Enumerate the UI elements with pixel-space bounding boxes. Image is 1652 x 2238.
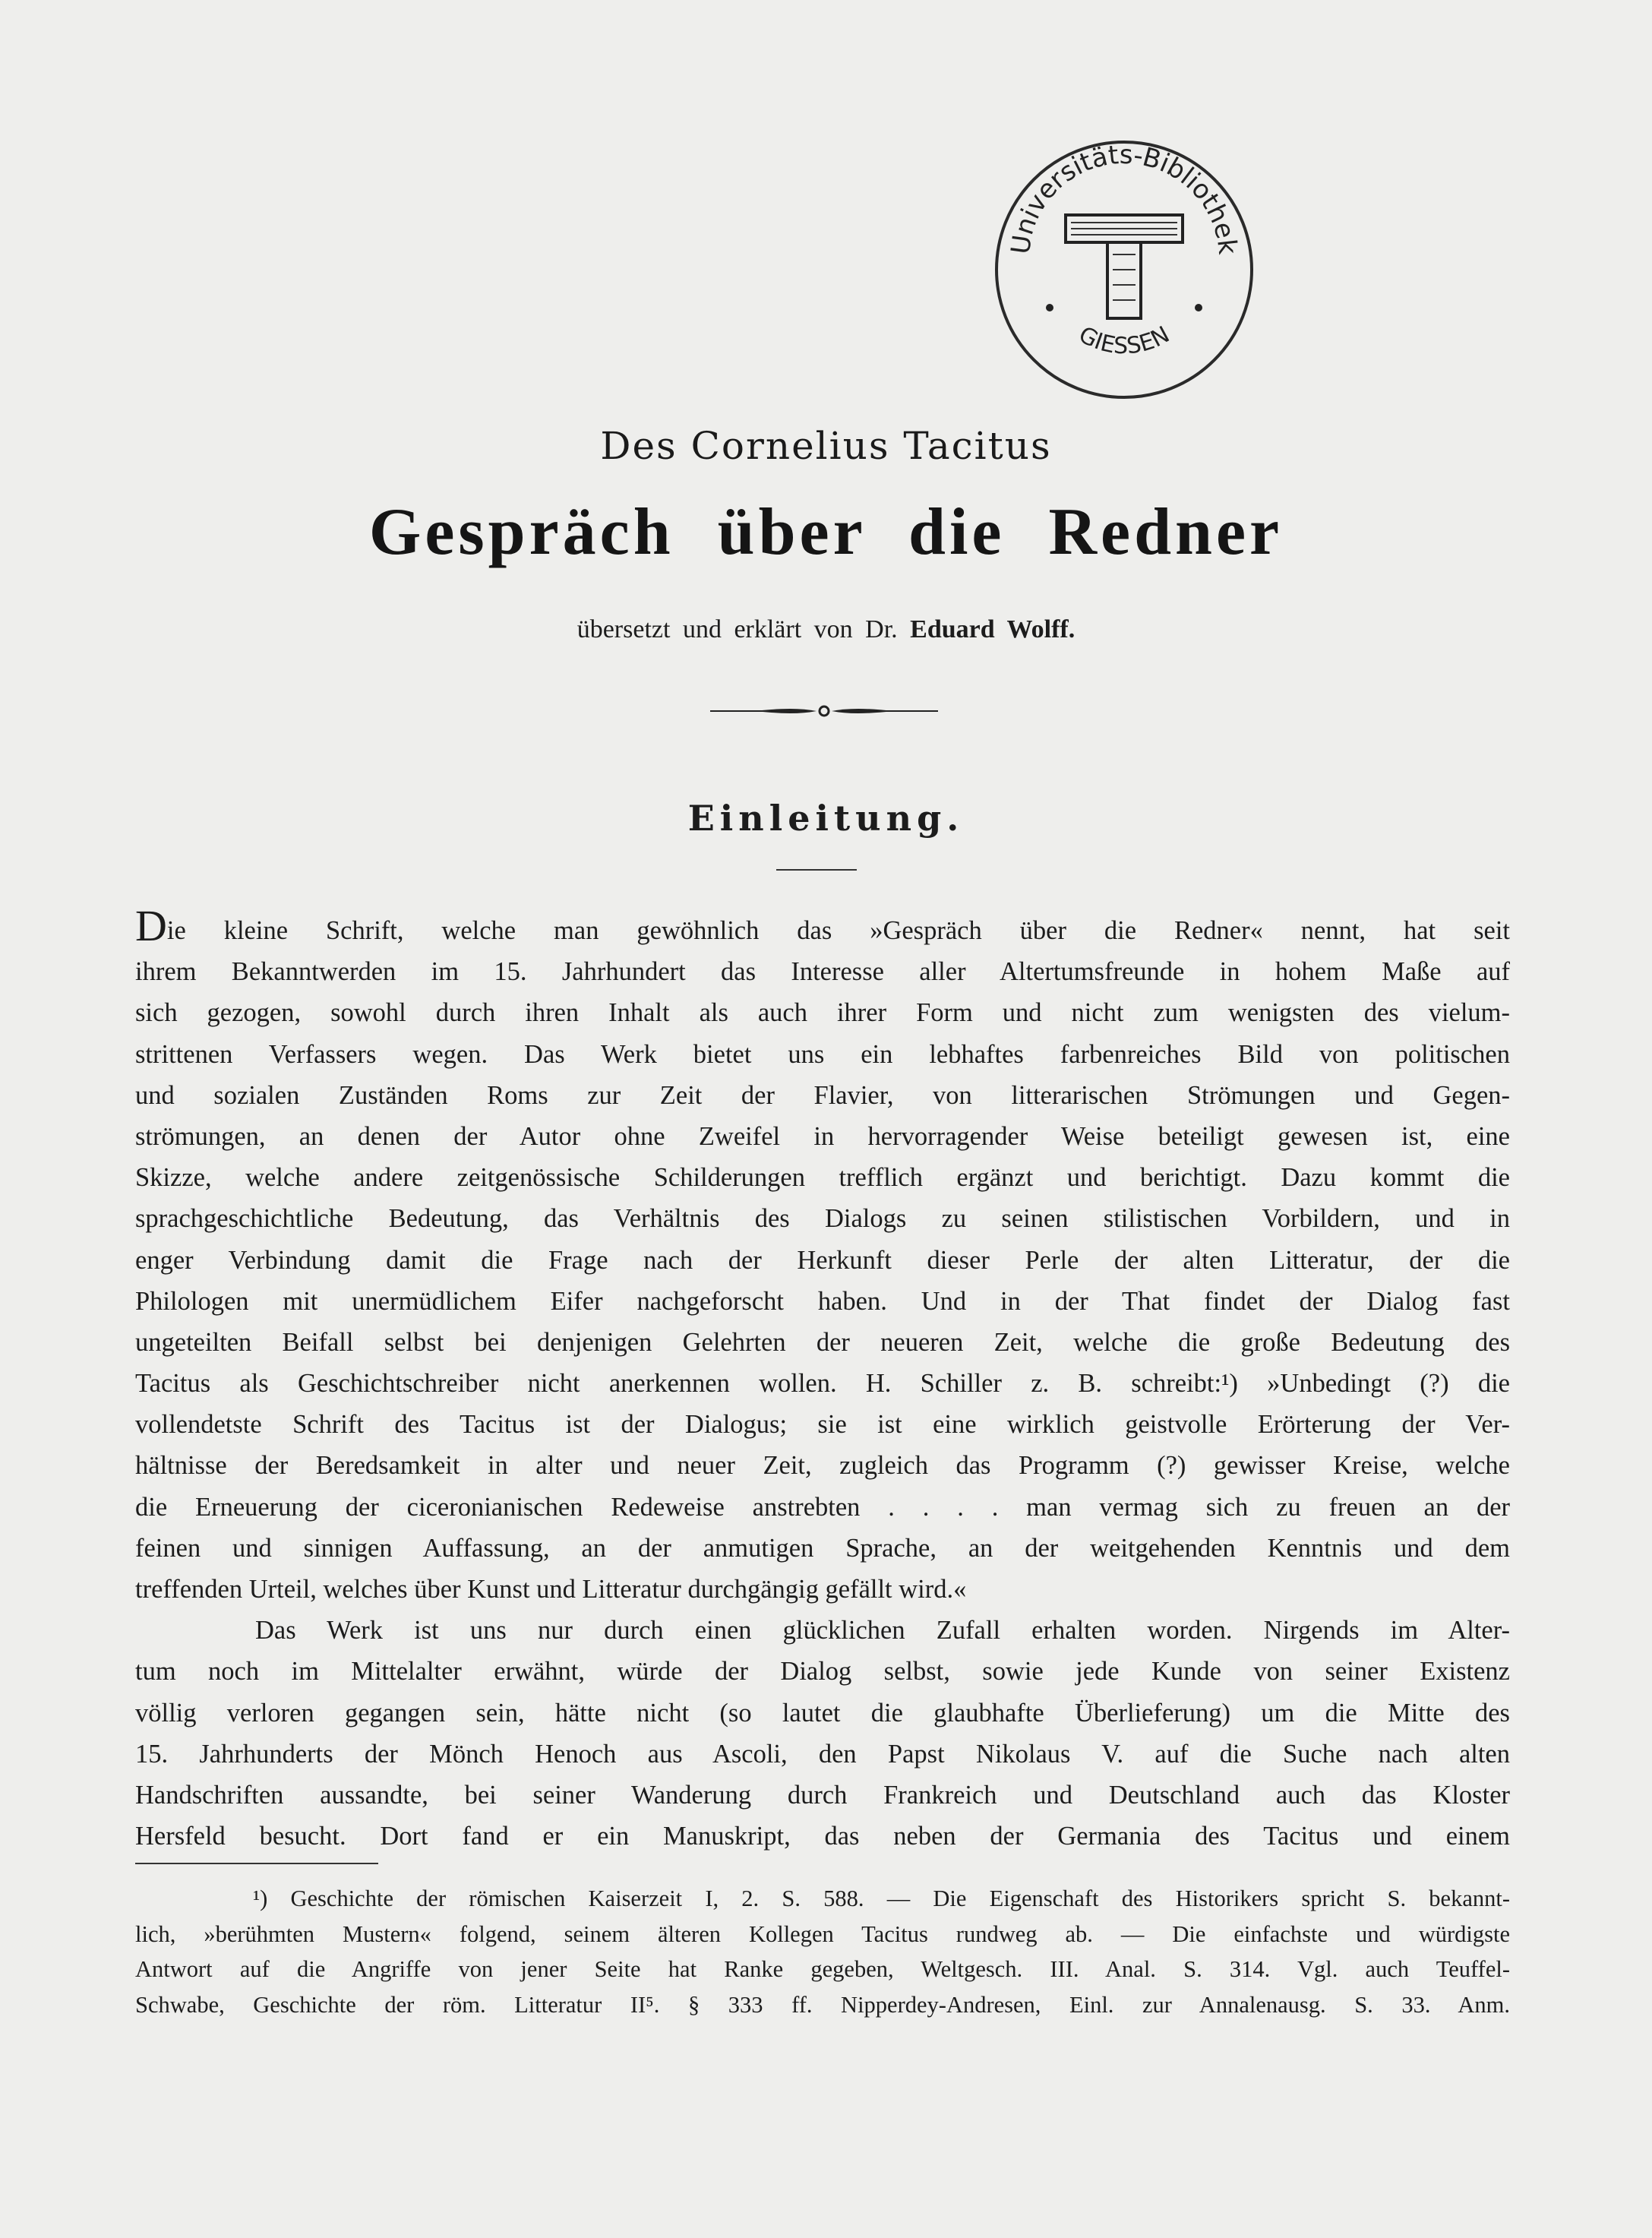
body-line: hältnisse der Beredsamkeit in alter und neuer Zeit, zugleich das Programm (?) gewisser Kreise, welche (135, 1451, 1510, 1481)
footnote-line: Schwabe, Geschichte der röm. Litteratur II⁵. § 333 ff. Nipperdey-Andresen, Einl. zur Annalenausg. S. 33. Anm. (135, 1991, 1510, 2018)
body-line: Philologen mit unermüdlichem Eifer nachgeforscht haben. Und in der That findet der Dialog fast (135, 1286, 1510, 1316)
body-line: Tacitus als Geschichtschreiber nicht anerkennen wollen. H. Schiller z. B. schreibt:¹) »Unbedingt (?) die (135, 1369, 1510, 1399)
body-line: die Erneuerung der ciceronianischen Redeweise anstrebten . . . . man vermag sich zu freuen an der (135, 1492, 1510, 1522)
body-line: Handschriften aussandte, bei seiner Wanderung durch Frankreich und Deutschland auch das Kloster (135, 1780, 1510, 1810)
section-heading: Einleitung. (687, 798, 965, 839)
body-line: strömungen, an denen der Autor ohne Zweifel in hervorragender Weise beteiligt gewesen ist, eine (135, 1121, 1510, 1151)
footnote-line: lich, »berühmten Mustern« folgend, seinem älteren Kollegen Tacitus rundweg ab. — Die einfachste und würdigste (135, 1920, 1510, 1947)
body-line: strittenen Verfassers wegen. Das Werk bietet uns ein lebhaftes farbenreiches Bild von politischen (135, 1039, 1510, 1069)
body-text (135, 901, 1510, 1857)
body-line: völlig verloren gegangen sein, hätte nicht (so lautet die glaubhafte Überlieferung) um die Mitte des (135, 1698, 1510, 1727)
footnote-rule (135, 1863, 378, 1864)
body-line: Das Werk ist uns nur durch einen glücklichen Zufall erhalten worden. Nirgends im Alter- (255, 1616, 1510, 1645)
byline-author-name: Eduard Wolff. (910, 615, 1076, 643)
body-line: treffenden Urteil, welches über Kunst und Litteratur durchgängig gefällt wird.« (135, 1575, 967, 1604)
body-line: ihrem Bekanntwerden im 15. Jahrhundert das Interesse aller Altertumsfreunde in hohem Maße auf (135, 957, 1510, 987)
body-line: sprachgeschichtliche Bedeutung, das Verhältnis des Dialogs zu seinen stilistischen Vorbildern, und in (135, 1204, 1510, 1234)
body-line: und sozialen Zuständen Roms zur Zeit der Flavier, von litterarischen Strömungen und Gegen- (135, 1080, 1510, 1110)
body-line: Hersfeld besucht. Dort fand er ein Manuskript, das neben der Germania des Tacitus und einem (135, 1822, 1510, 1851)
byline (0, 615, 1652, 644)
body-line: 15. Jahrhunderts der Mönch Henoch aus Ascoli, den Papst Nikolaus V. auf die Suche nach alten (135, 1739, 1510, 1769)
body-line: sich gezogen, sowohl durch ihren Inhalt als auch ihrer Form und nicht zum wenigsten des vielum- (135, 998, 1510, 1028)
ornament-divider-icon (710, 702, 938, 720)
body-line: feinen und sinnigen Auffassung, an der anmutigen Sprache, an der weitgehenden Kenntnis und dem (135, 1533, 1510, 1563)
author-heading: Des Cornelius Tacitus (600, 424, 1052, 468)
stamp-city-text: GIESSEN (1074, 321, 1174, 360)
footnote-line: ¹) Geschichte der römischen Kaiserzeit I, 2. S. 588. — Die Eigenschaft des Historikers spricht S. bekannt- (253, 1886, 1510, 1911)
body-line: vollendetste Schrift des Tacitus ist der Dialogus; sie ist eine wirklich geistvolle Erörterung der Ver- (135, 1410, 1510, 1440)
page-title: Gespräch über die Redner (368, 495, 1284, 569)
footnotes (135, 1881, 1510, 2022)
stamp-ring-text: Universitäts-Bibliothek (1005, 139, 1243, 256)
drop-cap: D (135, 901, 167, 950)
section-rule (776, 869, 857, 871)
body-line: ungeteilten Beifall selbst bei denjenigen Gelehrten der neueren Zeit, welche die große Bedeutung des (135, 1327, 1510, 1357)
body-line: enger Verbindung damit die Frage nach der Herkunft dieser Perle der alten Litteratur, der die (135, 1245, 1510, 1275)
library-stamp (987, 133, 1261, 406)
body-line: Skizze, welche andere zeitgenössische Schilderungen trefflich ergänzt und berichtigt. Dazu kommt die (135, 1163, 1510, 1193)
body-line: tum noch im Mittelalter erwähnt, würde der Dialog selbst, sowie jede Kunde von seiner Existenz (135, 1657, 1510, 1686)
byline-prefix: übersetzt und erklärt von Dr. (576, 615, 898, 643)
body-line: Die kleine Schrift, welche man gewöhnlich das »Gespräch über die Redner« nennt, hat seit (135, 901, 1510, 950)
footnote-line: Antwort auf die Angriffe von jener Seite hat Ranke gegeben, Weltgesch. III. Anal. S. 314. Vgl. auch Teuffel- (135, 1956, 1510, 1982)
stamp-monogram-icon (1046, 215, 1202, 318)
stamp-graphic (987, 133, 1261, 406)
